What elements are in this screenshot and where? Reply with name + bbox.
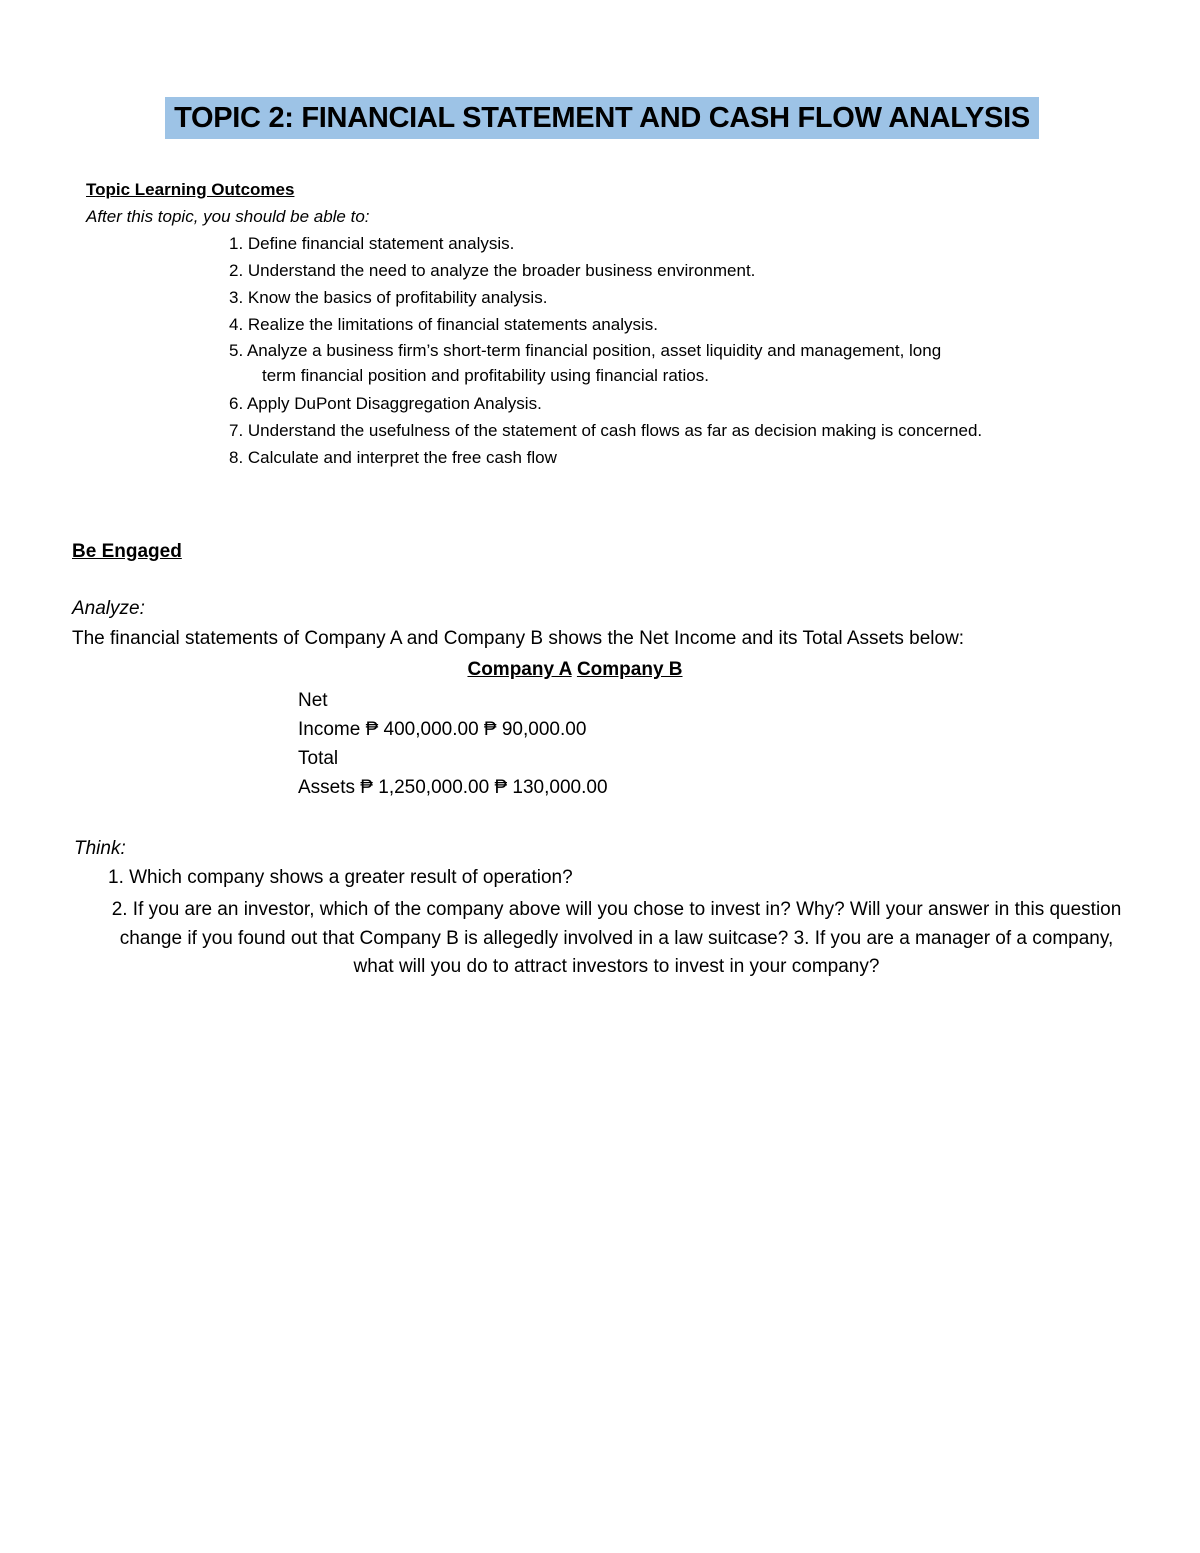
analyze-paragraph: The financial statements of Company A and Company B shows the Net Income and its Total Assets below: xyxy=(72,628,965,649)
outcome-item-5-continued: term financial position and profitability using financial ratios. xyxy=(262,366,709,385)
outcome-item-2: 2. Understand the need to analyze the broader business environment. xyxy=(229,261,756,280)
page-title: TOPIC 2: FINANCIAL STATEMENT AND CASH FLOW ANALYSIS xyxy=(165,97,1039,139)
think-label: Think: xyxy=(74,838,126,859)
question-1: 1. Which company shows a greater result of operation? xyxy=(108,867,573,888)
analyze-label: Analyze: xyxy=(72,598,145,619)
questions-2-3: 2. If you are an investor, which of the company above will you chose to invest in? Why? Will your answer in this question change if you found out that Company B is allegedly involved in a law suitcase? 3. If you are a manager of a company, what will you do to attract investors to invest in your company? xyxy=(111,899,1122,977)
outcome-item-3: 3. Know the basics of profitability analysis. xyxy=(229,288,548,307)
total-assets-row: Assets ₱ 1,250,000.00 ₱ 130,000.00 xyxy=(298,777,608,798)
total-label: Total xyxy=(298,748,339,769)
outcome-item-8: 8. Calculate and interpret the free cash flow xyxy=(229,448,557,467)
net-label: Net xyxy=(298,690,328,711)
outcome-item-6: 6. Apply DuPont Disaggregation Analysis. xyxy=(229,394,542,413)
outcome-item-4: 4. Realize the limitations of financial statements analysis. xyxy=(229,315,658,334)
company-a-header: Company A xyxy=(467,659,572,680)
net-income-row: Income ₱ 400,000.00 ₱ 90,000.00 xyxy=(298,719,587,740)
learning-outcomes-intro: After this topic, you should be able to: xyxy=(86,207,370,226)
be-engaged-heading: Be Engaged xyxy=(72,541,182,562)
outcome-item-7: 7. Understand the usefulness of the statement of cash flows as far as decision making is concerned. xyxy=(229,421,983,440)
company-b-header: Company B xyxy=(576,659,683,680)
outcome-item-1: 1. Define financial statement analysis. xyxy=(229,234,515,253)
company-column-headers xyxy=(0,659,1150,681)
learning-outcomes-heading: Topic Learning Outcomes xyxy=(86,180,295,199)
outcome-item-5: 5. Analyze a business firm’s short-term financial position, asset liquidity and management, long xyxy=(229,341,942,360)
